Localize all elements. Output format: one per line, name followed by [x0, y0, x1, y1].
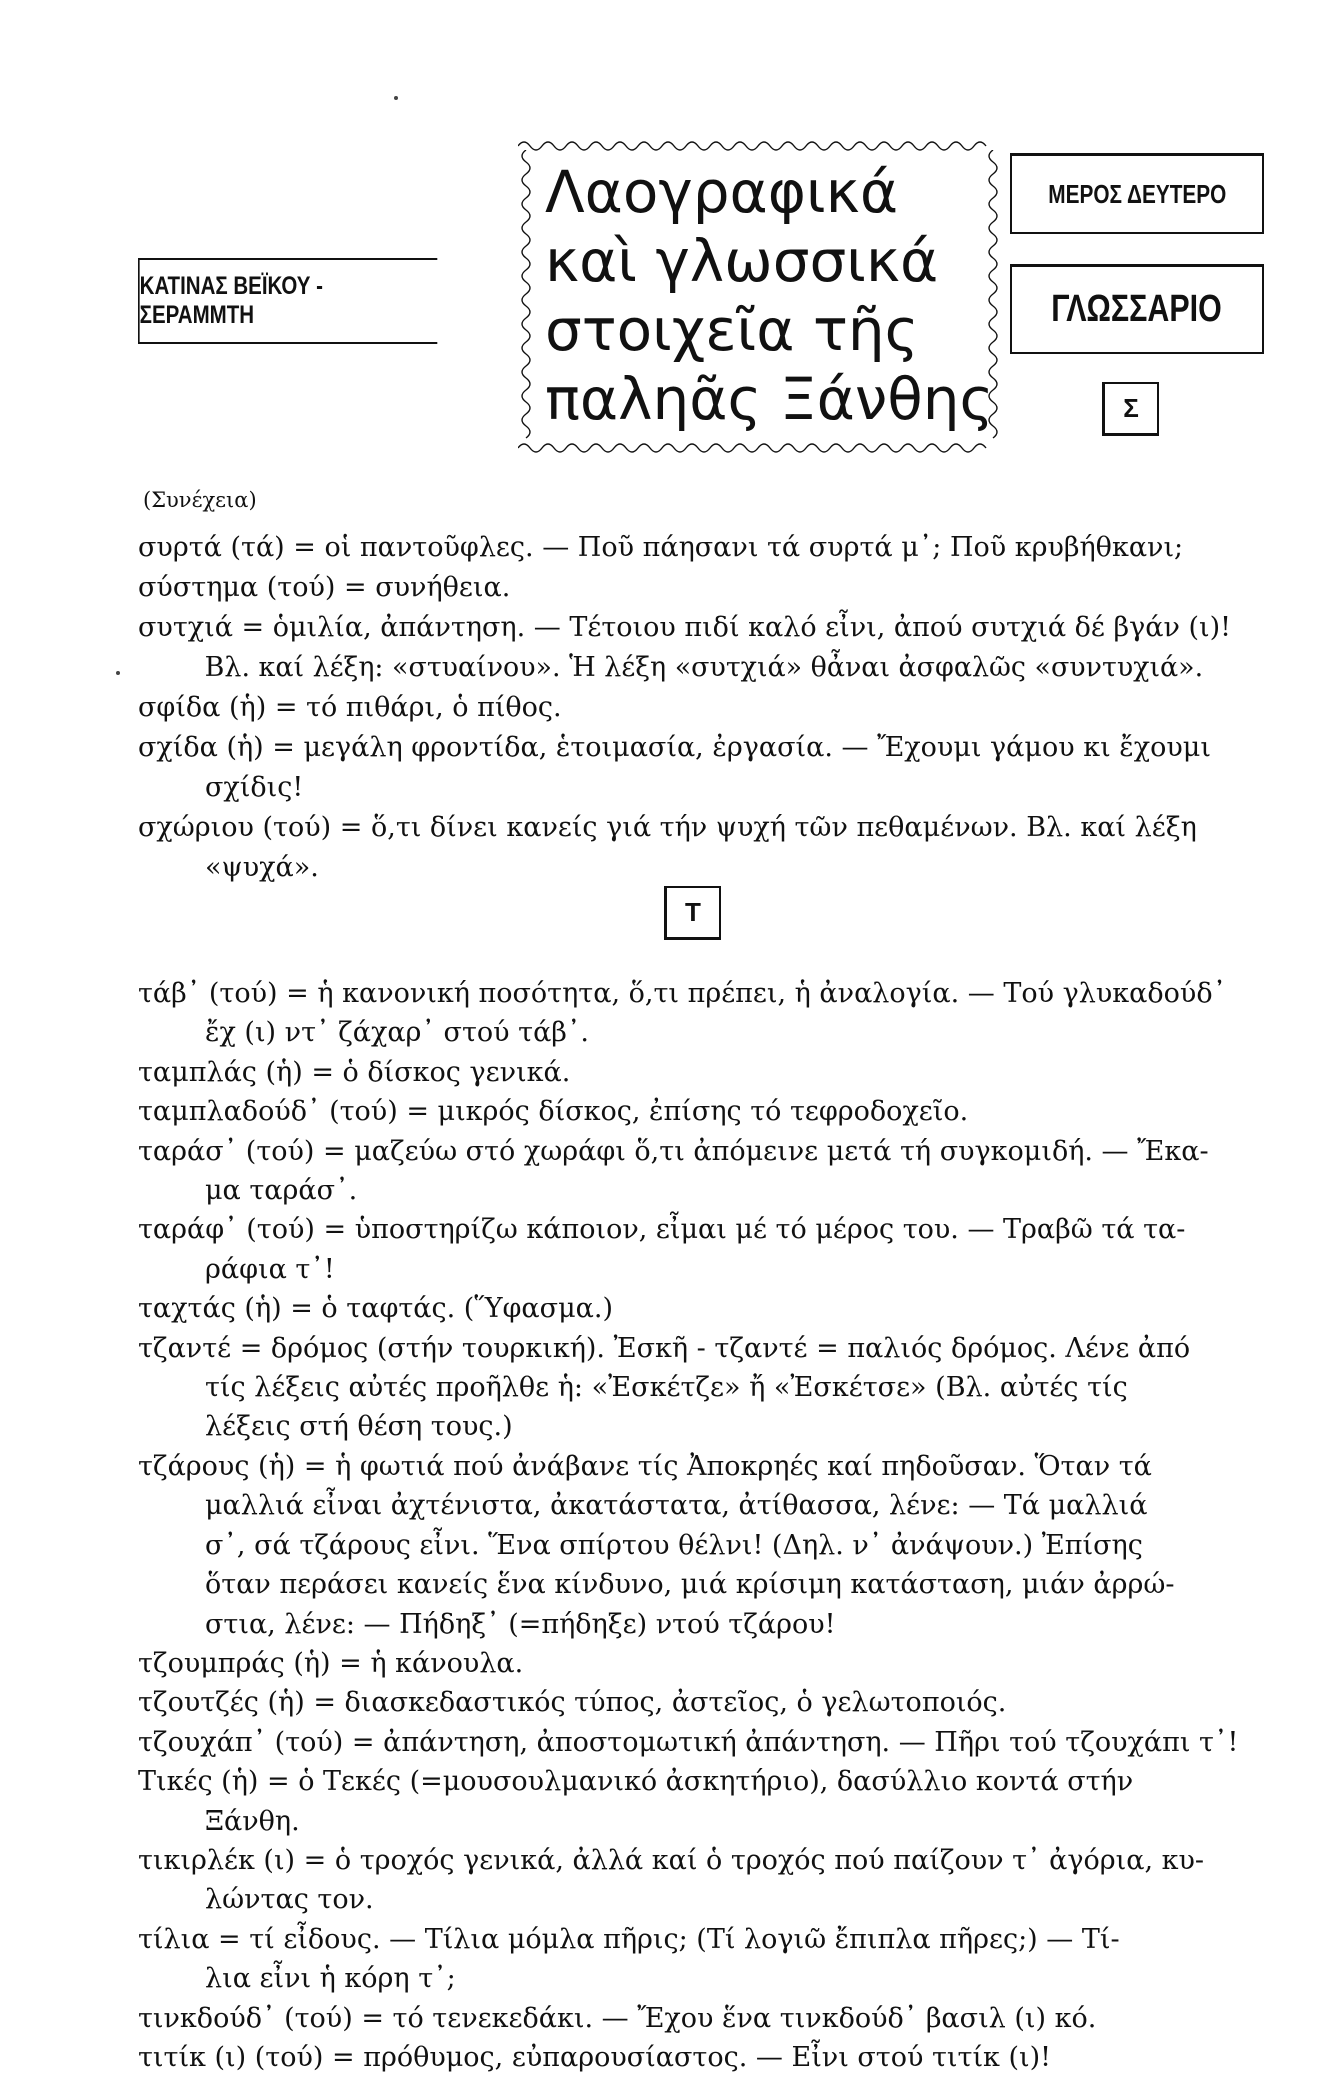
- entry-line: τζουτζές (ἡ) = διασκεδαστικός τύπος, ἀστεῖος, ὁ γελωτοποιός.: [138, 1687, 1007, 1719]
- entry-line: ράφια τ᾽!: [205, 1253, 335, 1285]
- entry-line: τζαντέ = δρόμος (στήν τουρκική). Ἐσκῆ - τζαντέ = παλιός δρόμος. Λένε ἀπό: [138, 1332, 1191, 1364]
- section-letter-box: [664, 886, 721, 940]
- glossary-label-box: [1010, 264, 1264, 354]
- entry-line: σχίδα (ἡ) = μεγάλη φροντίδα, ἑτοιμασία, ἐργασία. — Ἔχουμι γάμου κι ἔχουμι: [138, 732, 1211, 763]
- title-frame-bottom: [518, 440, 988, 456]
- glossary-entry: [138, 2038, 1270, 2077]
- glossary-entry: [138, 974, 1270, 1053]
- entry-line: λέξεις στή θέση τους.): [205, 1411, 513, 1443]
- glossary-entry: [138, 728, 1270, 808]
- entry-line: Βλ. καί λέξη: «στυαίνου». Ἡ λέξη «συτχιά» θἆναι ἀσφαλῶς «συντυχιά».: [204, 652, 1204, 683]
- title-line: Λαογραφικά: [545, 158, 899, 226]
- entry-line: συρτά (τά) = οἱ παντοῦφλες. — Ποῦ πάησανι τά συρτά μ᾽; Ποῦ κρυβήθκανι;: [138, 532, 1184, 563]
- glossary-section-sigma: [138, 528, 1270, 888]
- section-letter: Σ: [1123, 393, 1139, 423]
- entry-line: Ξάνθη.: [205, 1805, 300, 1837]
- article-title: [545, 158, 994, 434]
- glossary-entry: [138, 1644, 1270, 1683]
- entry-line: ταράσ᾽ (τού) = μαζεύω στό χωράφι ὅ,τι ἀπόμεινε μετά τή συγκομιδή. — Ἔκα-: [138, 1135, 1209, 1167]
- glossary-entry: [138, 1092, 1270, 1131]
- part-label-box: [1010, 153, 1264, 234]
- glossary-entry: [138, 1210, 1270, 1289]
- entry-line: λια εἶνι ἡ κόρη τ᾽;: [205, 1963, 456, 1995]
- print-speck: [116, 671, 120, 675]
- glossary-entry: [138, 1683, 1270, 1722]
- print-speck: [394, 96, 398, 100]
- author-name: ΚΑΤΙΝΑΣ ΒΕΪΚΟΥ - ΣΕΡΑΜΜΤΗ: [139, 272, 323, 329]
- entry-line: ὅταν περάσει κανείς ἕνα κίνδυνο, μιά κρίσιμη κατάσταση, μιάν ἀρρώ-: [205, 1569, 1175, 1601]
- entry-line: σχίδις!: [205, 772, 304, 803]
- entry-line: ταχτάς (ἡ) = ὁ ταφτάς. (Ὕφασμα.): [138, 1293, 613, 1325]
- entry-line: λώντας τον.: [205, 1884, 374, 1916]
- entry-line: Τικές (ἡ) = ὁ Τεκές (=μουσουλμανικό ἀσκητήριο), δασύλλιο κοντά στήν: [138, 1766, 1134, 1798]
- entry-line: σ᾽, σά τζάρους εἶνι. Ἕνα σπίρτου θέλνι! (Δηλ. ν᾽ ἀνάψουν.) Ἐπίσης: [205, 1529, 1143, 1561]
- entry-line: σχώριου (τού) = ὅ,τι δίνει κανείς γιά τήν ψυχή τῶν πεθαμένων. Βλ. καί λέξη: [138, 812, 1197, 843]
- glossary-entry: [138, 808, 1270, 888]
- entry-line: τζουμπράς (ἡ) = ἡ κάνουλα.: [138, 1647, 524, 1679]
- glossary-entry: [138, 1329, 1270, 1447]
- entry-line: τζάρους (ἡ) = ἡ φωτιά πού ἀνάβανε τίς Ἀποκρηές καί πηδοῦσαν. Ὅταν τά: [138, 1450, 1152, 1482]
- entry-line: μαλλιά εἶναι ἀχτένιστα, ἀκατάστατα, ἀτίθασσα, λένε: — Τά μαλλιά: [205, 1490, 1148, 1522]
- title-line: καὶ γλωσσικά: [545, 227, 939, 295]
- author-box: [138, 258, 437, 344]
- entry-line: «ψυχά».: [205, 852, 319, 883]
- section-letter-box: [1102, 382, 1159, 436]
- entry-line: τινκδούδ᾽ (τού) = τό τενεκεδάκι. — Ἔχου ἕνα τινκδούδ᾽ βασιλ (ι) κό.: [138, 2002, 1097, 2034]
- entry-line: τίλια = τί εἶδους. — Τίλια μόμλα πῆρις; (Τί λογιῶ ἔπιπλα πῆρες;) — Τί-: [138, 1923, 1120, 1955]
- title-line: στοιχεῖα τῆς: [545, 296, 919, 364]
- title-frame-left: [518, 150, 534, 440]
- glossary-entry: [138, 1132, 1270, 1211]
- entry-line: τικιρλέκ (ι) = ὁ τροχός γενικά, ἀλλά καί ὁ τροχός πού παίζουν τ᾽ ἀγόρια, κυ-: [138, 1844, 1205, 1876]
- entry-line: ταμπλαδούδ᾽ (τού) = μικρός δίσκος, ἐπίσης τό τεφροδοχεῖο.: [138, 1096, 969, 1128]
- entry-line: στια, λένε: — Πήδηξ᾽ (=πήδηξε) ντού τζάρου!: [205, 1608, 836, 1640]
- glossary-entry: [138, 528, 1270, 568]
- glossary-entry: [138, 1447, 1270, 1644]
- glossary-entry: [138, 1999, 1270, 2038]
- glossary-entry: [138, 1053, 1270, 1092]
- glossary-section-tau: [138, 974, 1270, 2077]
- entry-line: σφίδα (ἡ) = τό πιθάρι, ὁ πίθος.: [138, 692, 562, 723]
- entry-line: ἔχ (ι) ντ᾽ ζάχαρ᾽ στού τάβ᾽.: [205, 1017, 589, 1049]
- entry-line: τάβ᾽ (τού) = ἡ κανονική ποσότητα, ὅ,τι πρέπει, ἡ ἀναλογία. — Τού γλυκαδούδ᾽: [138, 978, 1227, 1009]
- entry-line: ταράφ᾽ (τού) = ὑποστηρίζω κάποιον, εἶμαι μέ τό μέρος του. — Τραβῶ τά τα-: [138, 1214, 1186, 1246]
- entry-line: ταμπλάς (ἡ) = ὁ δίσκος γενικά.: [138, 1056, 571, 1088]
- entry-line: τιτίκ (ι) (τού) = πρόθυμος, εὐπαρουσίαστος. — Εἶνι στού τιτίκ (ι)!: [138, 2041, 1052, 2073]
- glossary-entry: [138, 1920, 1270, 1999]
- glossary-entry: [138, 1289, 1270, 1328]
- entry-line: τζουχάπ᾽ (τού) = ἀπάντηση, ἀποστομωτική ἀπάντηση. — Πῆρι τού τζουχάπι τ᾽!: [138, 1726, 1239, 1758]
- glossary-entry: [138, 1723, 1270, 1762]
- title-frame-top: [518, 138, 988, 154]
- title-line: παληᾶς Ξάνθης: [545, 365, 994, 433]
- entry-line: σύστημα (τού) = συνήθεια.: [138, 572, 511, 603]
- glossary-entry: [138, 1841, 1270, 1920]
- glossary-label: ΓΛΩΣΣΑΡΙΟ: [1051, 288, 1223, 330]
- entry-line: συτχιά = ὁμιλία, ἀπάντηση. — Τέτοιου πιδί καλό εἶνι, ἀπού συτχιά δέ βγάν (ι)!: [138, 612, 1231, 643]
- section-letter: Τ: [685, 897, 701, 927]
- glossary-entry: [138, 608, 1270, 688]
- entry-line: μα ταράσ᾽.: [205, 1175, 358, 1207]
- continuation-label: (Συνέχεια): [143, 488, 257, 512]
- part-label: ΜΕΡΟΣ ΔΕΥΤΕΡΟ: [1047, 178, 1227, 209]
- entry-line: τίς λέξεις αὐτές προῆλθε ἡ: «Ἐσκέτζε» ἤ «Ἐσκέτσε» (Βλ. αὐτές τίς: [205, 1372, 1128, 1404]
- glossary-entry: [138, 688, 1270, 728]
- glossary-entry: [138, 568, 1270, 608]
- glossary-entry: [138, 1762, 1270, 1841]
